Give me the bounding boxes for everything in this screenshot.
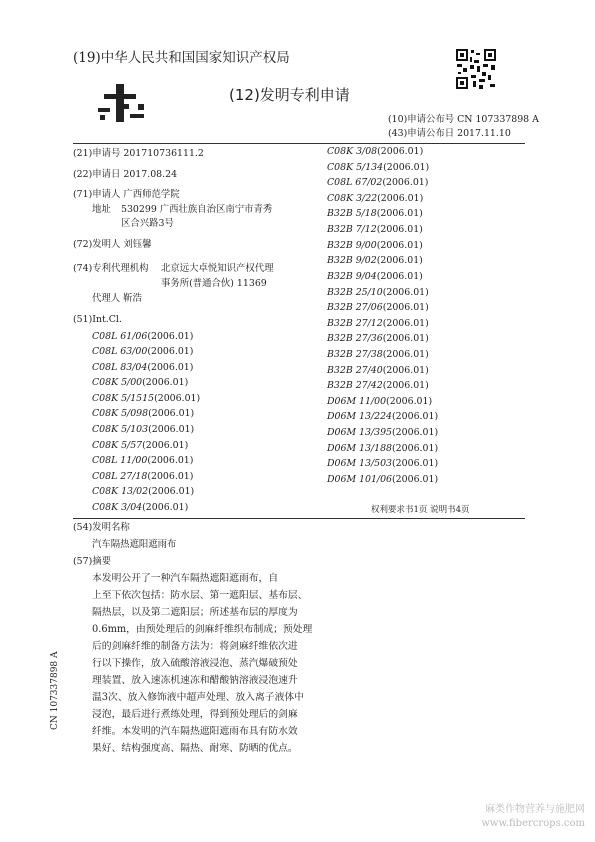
class-entry: B32B 9/04(2006.01) [327,271,423,282]
abstract-line: 行以下操作，放入硫酸溶液浸泡、蒸汽爆破预处 [92,658,298,669]
document-type: (12)发明专利申请 [229,86,350,104]
class-entry: D06M 101/06(2006.01) [327,474,439,485]
class-entry: C08L 67/02(2006.01) [327,177,429,188]
class-entry: C08K 3/04(2006.01) [92,502,189,513]
class-entry: D06M 13/224(2006.01) [327,411,439,422]
cnipa-emblem-icon [96,80,154,126]
class-entry: B32B 9/00(2006.01) [327,240,423,251]
class-entry: B32B 27/06(2006.01) [327,302,429,313]
class-entry: B32B 27/40(2006.01) [327,365,429,376]
abstract-line: 果好、结构强度高、隔热、耐寒、防晒的优点。 [92,743,298,754]
class-entry: C08K 5/103(2006.01) [92,424,195,435]
abstract-line: 0.6mm，由预处理后的剑麻纤维织布制成；预处理 [92,624,313,635]
agency-line-1: 北京远大卓悦知识产权代理 [161,263,274,274]
class-entry: B32B 25/10(2006.01) [327,287,429,298]
app-no-label: (21)申请号 [73,148,121,159]
abstract-line: 本发明公开了一种汽车隔热遮阳遮雨布，自 [92,573,279,584]
app-no: 201710736111.2 [123,148,204,159]
applicant: 广西师范学院 [123,189,180,200]
abstract-label: (57)摘要 [73,556,111,567]
qr-code-icon [455,48,497,90]
abstract-line: 纤维。本发明的汽车隔热遮阳遮雨布具有防水效 [92,726,298,737]
pages-note: 权利要求书1页 说明书4页 [371,505,470,515]
address-label: 地址 [92,204,111,215]
class-entry: C08L 63/00(2006.01) [92,346,194,357]
class-entry: C08L 83/04(2006.01) [92,362,194,373]
title-label: (54)发明名称 [73,522,130,533]
class-entry: B32B 9/02(2006.01) [327,255,423,266]
class-entry: C08K 13/02(2006.01) [92,486,195,497]
class-entry: C08K 5/57(2006.01) [92,440,189,451]
pub-date: 2017.11.10 [457,128,511,139]
address-line-2: 区合兴路3号 [121,218,174,229]
class-entry: C08K 3/08(2006.01) [327,146,424,157]
agent-label: 代理人 [92,293,121,304]
abstract-line: 上至下依次包括：防水层、第一遮阳层、基布层、 [92,590,308,601]
inventor: 刘钰馨 [123,239,152,250]
class-entry: C08L 27/18(2006.01) [92,471,194,482]
class-entry: B32B 27/36(2006.01) [327,333,429,344]
class-entry: D06M 11/00(2006.01) [327,396,433,407]
header-divider [73,143,525,144]
abstract-line: 浸泡，最后进行煮练处理，得到预处理后的剑麻 [92,709,298,720]
class-entry: B32B 27/38(2006.01) [327,349,429,360]
class-entry: B32B 27/12(2006.01) [327,318,429,329]
invention-title: 汽车隔热遮阳遮雨布 [92,539,177,550]
watermark-line-2: www.fibercrops.com [481,818,585,829]
abstract-body [92,570,312,757]
class-entry: C08K 5/098(2006.01) [92,408,195,419]
applicant-label: (71)申请人 [73,189,121,200]
class-entry: C08K 5/134(2006.01) [327,162,430,173]
class-entry: C08K 5/1515(2006.01) [92,393,201,404]
agency-line-2: 事务所(普通合伙) 11369 [161,278,267,289]
class-entry: B32B 27/42(2006.01) [327,380,429,391]
pub-no-label: (10)申请公布号 [388,114,455,125]
class-entry: D06M 13/503(2006.01) [327,458,439,469]
vertical-pub-code: CN 107337898 A [50,651,60,730]
address-line-1: 530299 广西壮族自治区南宁市青秀 [121,204,273,215]
app-date-label: (22)申请日 [73,169,121,180]
abstract-line: 隔热层，以及第二遮阳层；所述基布层的厚度为 [92,607,298,618]
abstract-line: 温3次、放入修饰液中超声处理、放入离子液体中 [92,692,304,703]
intcl-label: (51)Int.Cl. [73,314,122,325]
pub-date-label: (43)申请公布日 [388,128,455,139]
abstract-line: 后的剑麻纤维的制备方法为：将剑麻纤维依次进 [92,641,298,652]
section-divider [73,518,525,519]
app-date: 2017.08.24 [123,169,178,180]
agency-label: (74)专利代理机构 [73,263,149,274]
class-entry: C08K 5/00(2006.01) [92,377,189,388]
class-entry: B32B 7/12(2006.01) [327,224,423,235]
abstract-line: 理装置、放入速冻机速冻和醋酸钠溶液浸泡速升 [92,675,298,686]
office-name: (19)中华人民共和国国家知识产权局 [73,50,290,66]
watermark [481,803,585,831]
agent: 靳浩 [123,293,142,304]
class-entry: C08L 61/06(2006.01) [92,331,194,342]
class-entry: B32B 5/18(2006.01) [327,208,423,219]
watermark-line-1: 麻类作物营养与施肥网 [485,804,585,815]
class-entry: C08L 11/00(2006.01) [92,455,194,466]
pub-no: CN 107337898 A [457,114,539,125]
class-entry: D06M 13/395(2006.01) [327,427,439,438]
inventor-label: (72)发明人 [73,239,121,250]
class-entry: C08K 3/22(2006.01) [327,193,424,204]
class-entry: D06M 13/188(2006.01) [327,443,439,454]
